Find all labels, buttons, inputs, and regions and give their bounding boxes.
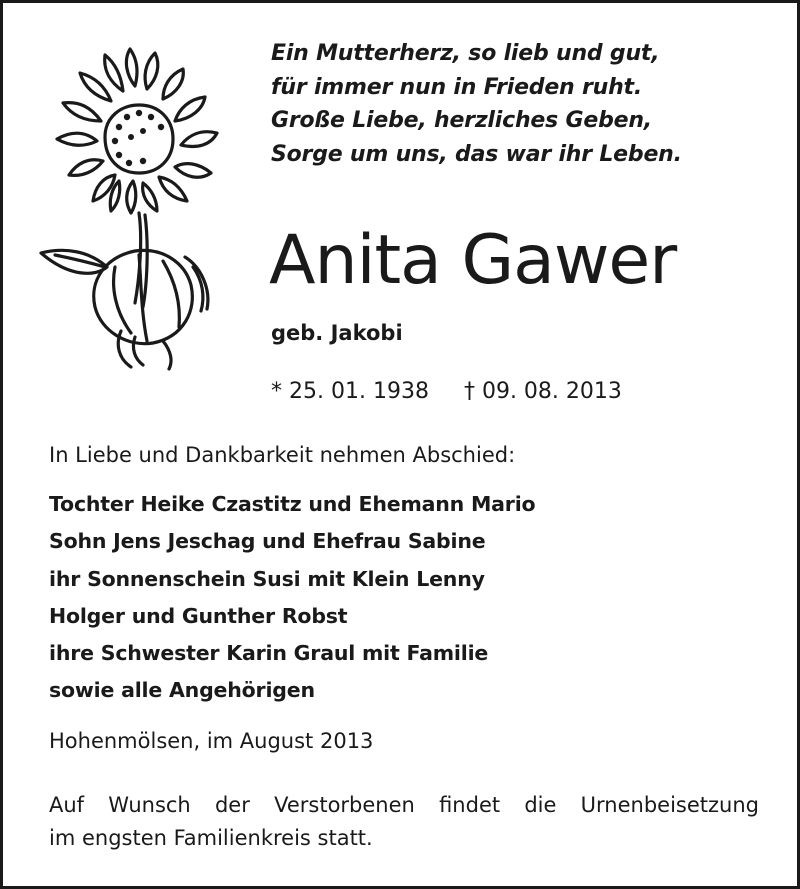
place-and-date: Hohenmölsen, im August 2013 (49, 729, 374, 753)
mourner-line: ihr Sonnenschein Susi mit Klein Lenny (49, 566, 485, 591)
poem-line: Sorge um uns, das war ihr Leben. (271, 141, 682, 167)
mourner-line: ihre Schwester Karin Graul mit Familie (49, 641, 489, 666)
death-date: † 09. 08. 2013 (463, 379, 622, 404)
life-dates (271, 379, 622, 404)
birth-date: * 25. 01. 1938 (271, 379, 429, 404)
burial-notice (49, 789, 759, 855)
mourner-line: Tochter Heike Czastitz und Ehemann Mario (49, 492, 536, 516)
notice-line: Auf Wunsch der Verstorbenen findet die Urnenbeisetzung (49, 793, 759, 817)
farewell-intro: In Liebe und Dankbarkeit nehmen Abschied: (49, 443, 516, 467)
notice-line: im engsten Familienkreis statt. (49, 826, 373, 850)
birth-name: geb. Jakobi (271, 321, 403, 345)
poem-line: Große Liebe, herzliches Geben, (271, 108, 652, 133)
deceased-name: Anita Gawer (269, 221, 677, 300)
mourners-list (49, 486, 535, 710)
mourner-line: sowie alle Angehörigen (49, 678, 315, 703)
poem-line: Ein Mutterherz, so lieb und gut, (271, 41, 660, 66)
poem-line: für immer nun in Frieden ruht. (271, 74, 643, 100)
mourner-line: Holger und Gunther Robst (49, 603, 348, 628)
mourner-line: Sohn Jens Jeschag und Ehefrau Sabine (49, 529, 486, 554)
sunflower-icon (35, 41, 235, 371)
poem (271, 37, 771, 171)
